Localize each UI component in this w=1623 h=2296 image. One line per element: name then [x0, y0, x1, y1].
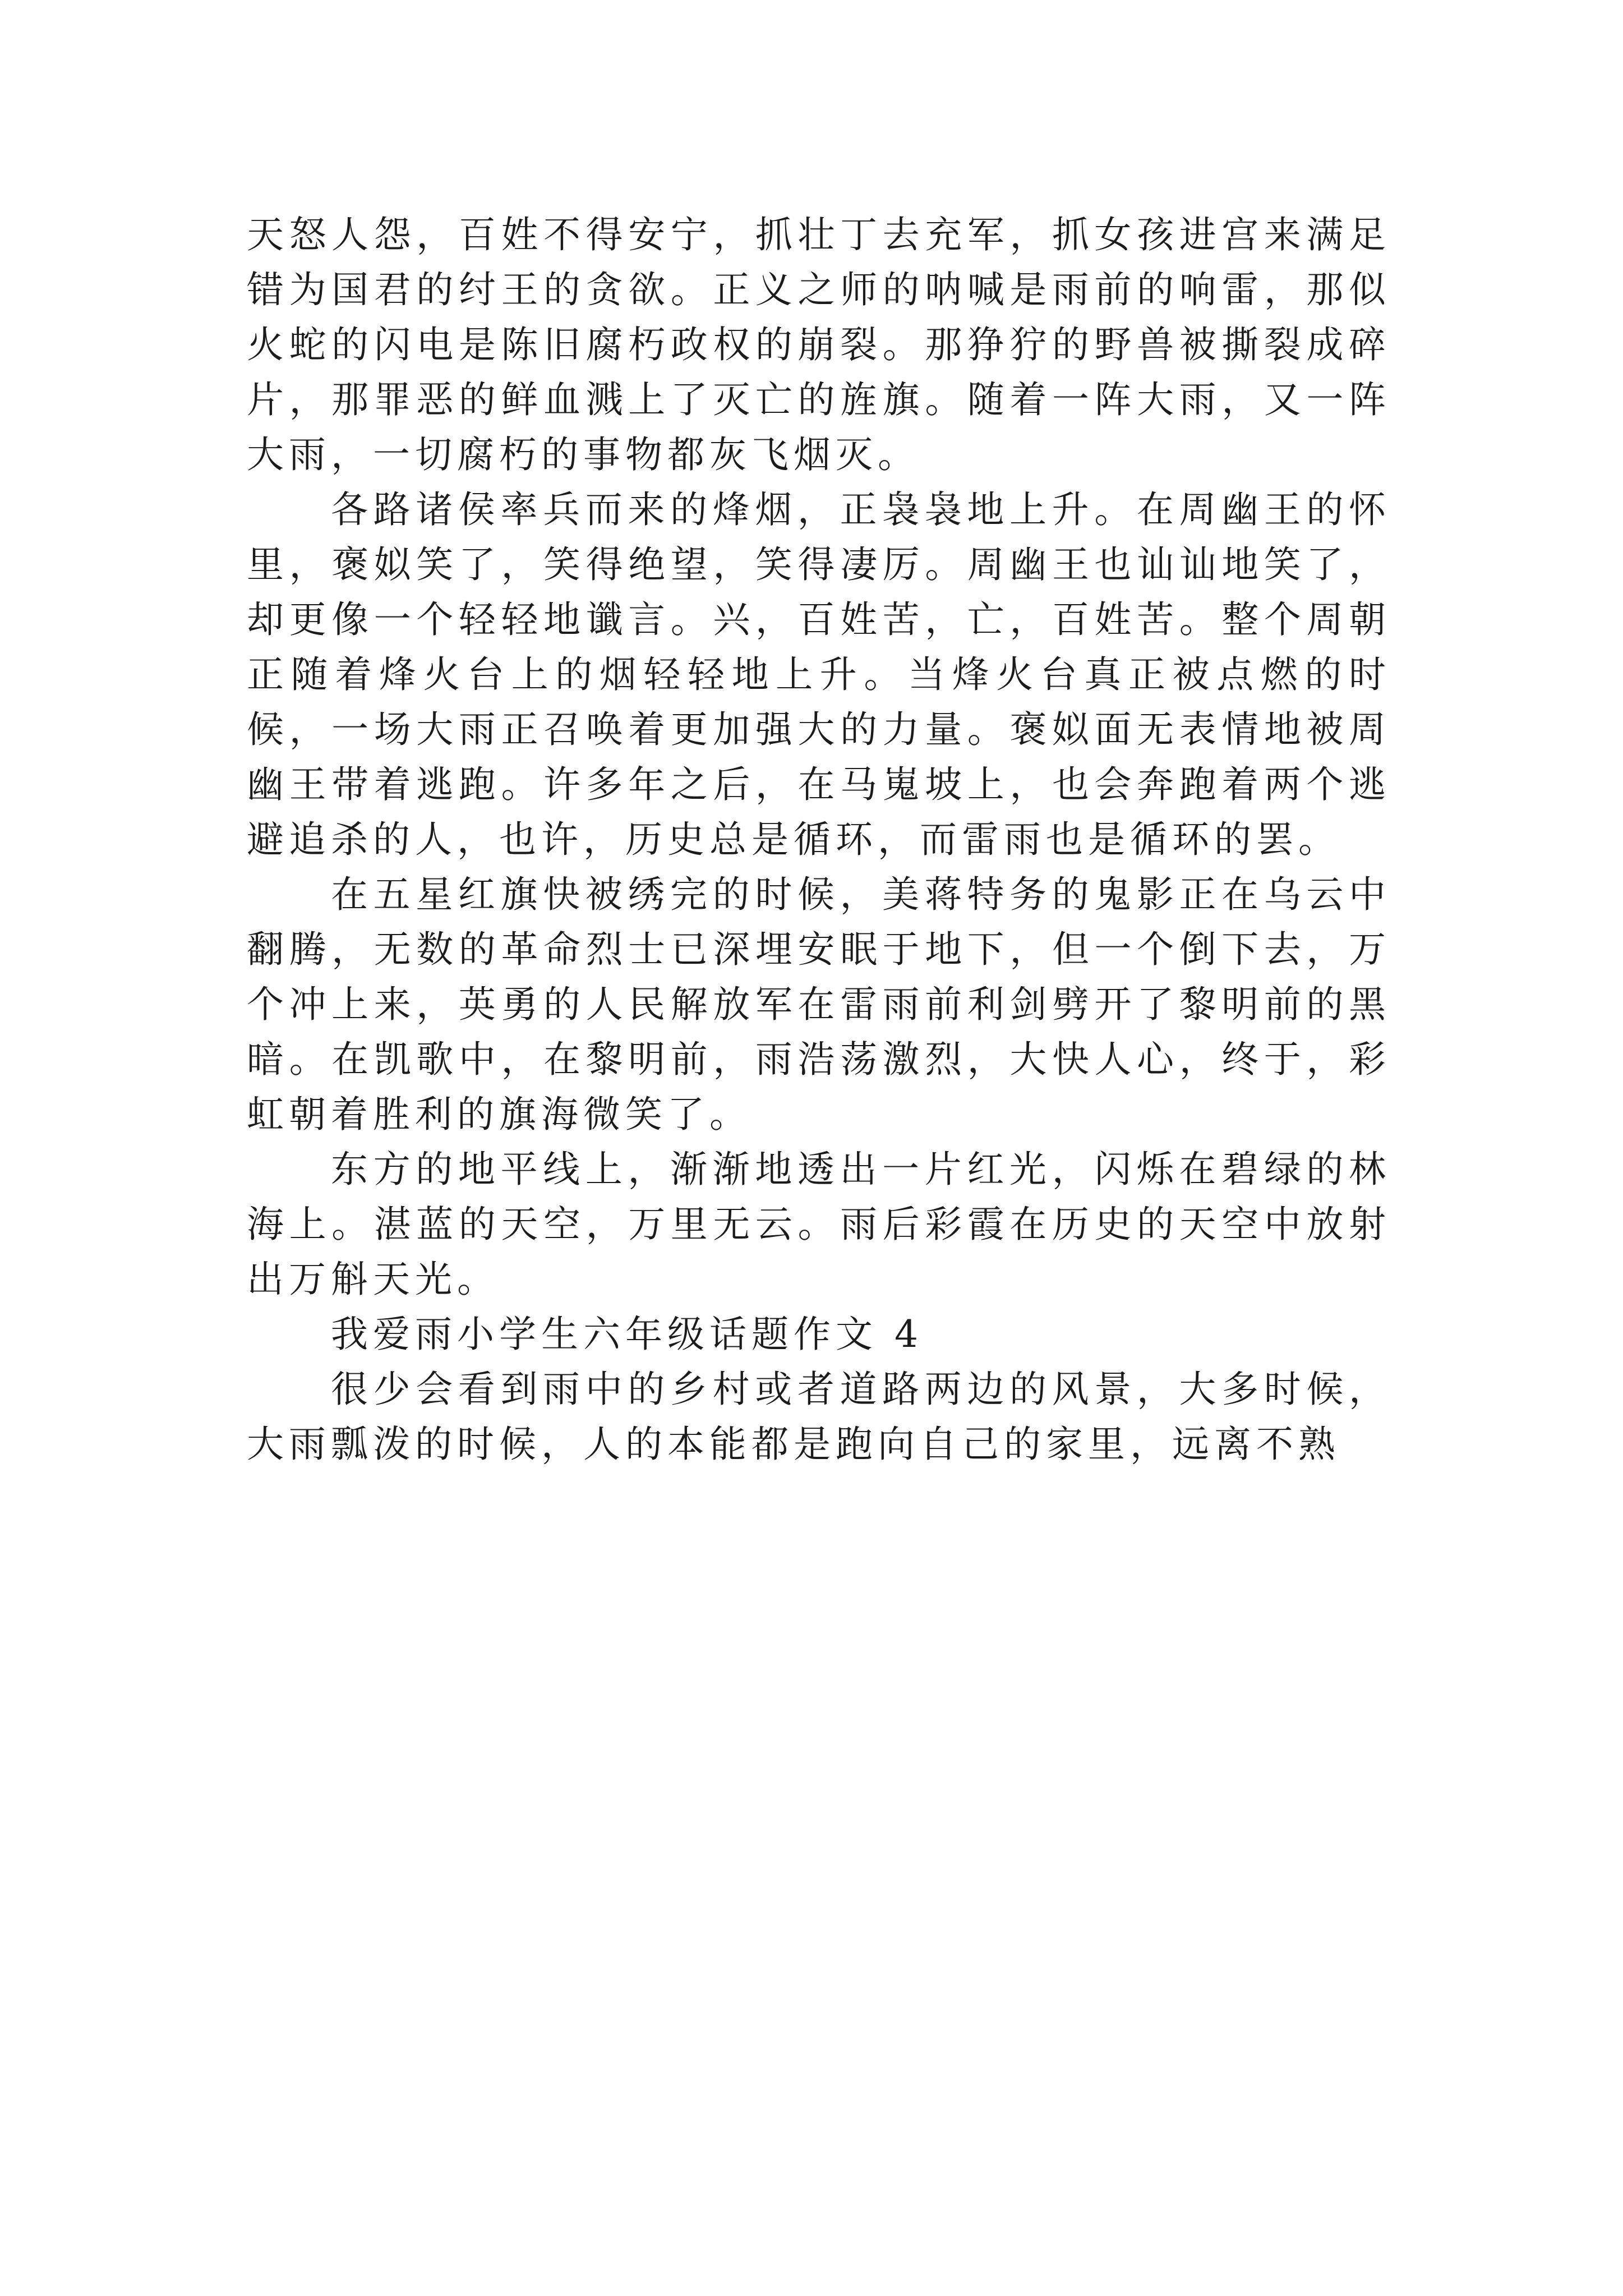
paragraph-3: 在五星红旗快被绣完的时候，美蒋特务的鬼影正在乌云中翻腾，无数的革命烈士已深埋安眠于地下，但一个倒下去，万个冲上来，英勇的人民解放军在雷雨前利剑劈开了黎明前的黑暗。在凯歌中，在黎明前，雨浩荡激烈，大快人心，终于，彩虹朝着胜利的旗海微笑了。 — [247, 873, 1391, 1136]
paragraph-2: 各路诸侯率兵而来的烽烟，正袅袅地上升。在周幽王的怀里，褒姒笑了，笑得绝望，笑得凄厉。周幽王也讪讪地笑了，却更像一个轻轻地谶言。兴，百姓苦，亡，百姓苦。整个周朝正随着烽火台上的烟轻轻地上升。当烽火台真正被点燃的时候，一场大雨正召唤着更加强大的力量。褒姒面无表情地被周幽王带着逃跑。许多年之后，在马嵬坡上，也会奔跑着两个逃避追杀的人，也许，历史总是循环，而雷雨也是循环的罢。 — [247, 488, 1391, 861]
paragraph-1: 天怒人怨，百姓不得安宁，抓壮丁去充军，抓女孩进宫来满足错为国君的纣王的贪欲。正义之师的呐喊是雨前的响雷，那似火蛇的闪电是陈旧腐朽政权的崩裂。那狰狞的野兽被撕裂成碎片，那罪恶的鲜血溅上了灭亡的旌旗。随着一阵大雨，又一阵大雨，一切腐朽的事物都灰飞烟灭。 — [247, 213, 1391, 476]
section-heading: 我爱雨小学生六年级话题作文 4 — [331, 1313, 923, 1356]
document-body — [247, 208, 1391, 1472]
paragraph-5: 很少会看到雨中的乡村或者道路两边的风景，大多时候，大雨瓢泼的时候，人的本能都是跑向自己的家里，远离不熟 — [247, 1368, 1391, 1466]
paragraph-4: 东方的地平线上，渐渐地透出一片红光，闪烁在碧绿的林海上。湛蓝的天空，万里无云。雨后彩霞在历史的天空中放射出万斛天光。 — [247, 1148, 1391, 1301]
